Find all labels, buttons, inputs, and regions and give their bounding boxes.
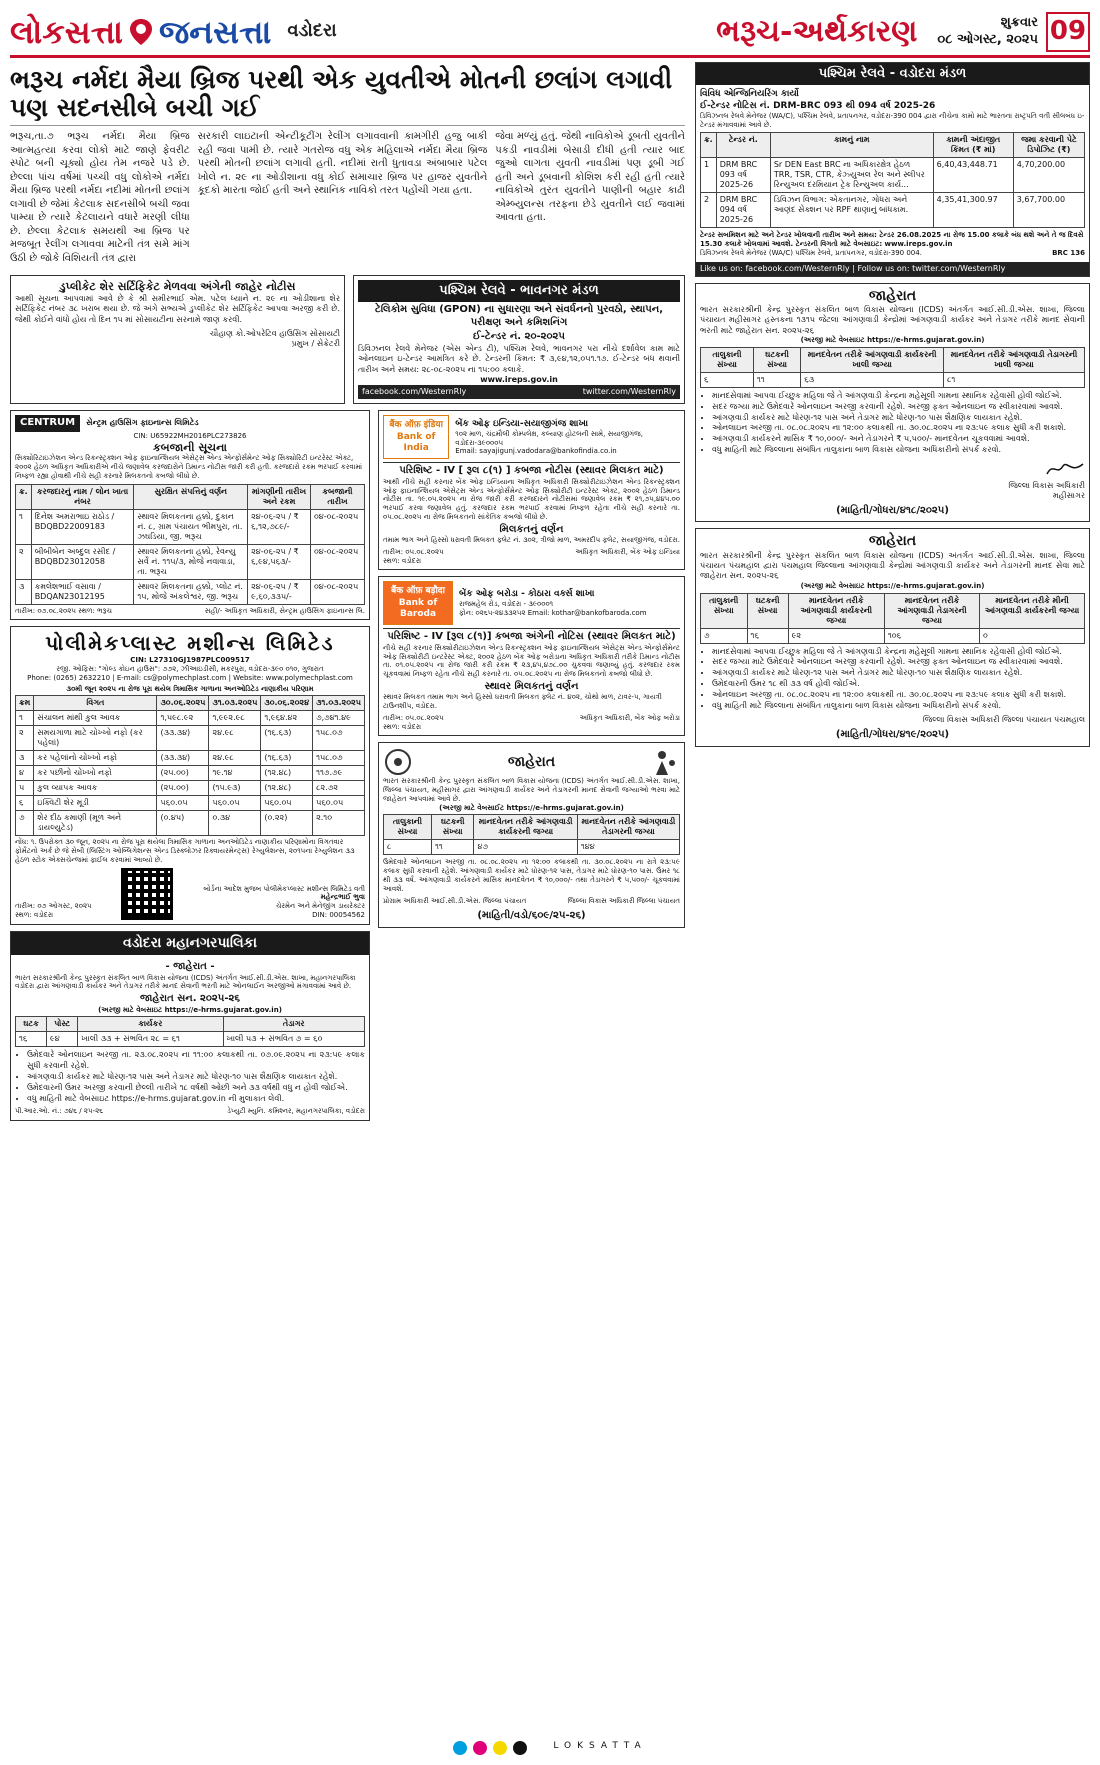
poly-cell-5: ૧૧૭.૭૯ <box>313 766 365 781</box>
icds-advertisement <box>378 742 685 927</box>
lead-headline: ભરૂચ નર્મદા મૈયા બ્રિજ પરથી એક યુવતીએ મોતની છલાંગ લગાવી પણ સદનસીબે બચી ગઈ <box>10 62 685 126</box>
brc-cell-0: 1 <box>701 158 717 193</box>
centrum-cell-0: ૩ <box>16 579 32 604</box>
poly-cell-0: ૭ <box>16 811 34 836</box>
bob-email: ફોન: ૦૨૬૫-૨૪૩૩૨૫૨ Email: kothar@bankofbaroda.com <box>459 608 647 617</box>
list-item: • માનદસેવામાં આપવા ઈચ્છુક મહિલા જે તે આંગણવાડી કેન્દ્રના મહેસૂલી ગામના સ્થાનિક રહેવાસી હોવી જોઈએ. <box>712 391 1085 402</box>
brc-table <box>700 132 1085 228</box>
centrum-title: કબજાની સૂચના <box>153 440 227 454</box>
bvp-subtitle: ટેલિકોમ સુવિધા (GPON) ના સુધારણા અને સંવર્ધનનો પુરવઠો, સ્થાપન, પરીક્ષણ અને કમિશનિંગ <box>374 304 664 328</box>
list-item: • આંગણવાડી કાર્યકર માટે ધોરણ-૧૨ પાસ અને તેડાગર માટે ધોરણ-૧૦ પાસ શૈક્ષણિક લાયકાત રહેશે. <box>712 668 1085 679</box>
bvp-header: પશ્ચિમ રેલવે - ભાવનગર મંડળ <box>358 280 680 302</box>
bob-possession-notice <box>378 576 685 736</box>
vmc-cell-3: ખાલી ૫૩ + સંભવિત ૭ = ૬૦ <box>223 1032 365 1047</box>
poly-cell-4: (૧૬.૬૩) <box>261 726 313 751</box>
twitter-link[interactable]: twitter.com/WesternRly <box>582 387 676 397</box>
icds-mahisagar-ad <box>695 283 1090 523</box>
poly-cell-2: (૦.૪૫) <box>157 811 209 836</box>
brc-cell-3: 6,40,43,448.71 <box>933 158 1013 193</box>
centrum-signer: સહી/- અધિકૃત અધિકારી, સેન્ટ્રમ હાઉસિંગ ફાઇનાન્સ લિ. <box>204 606 365 615</box>
vmc-subtitle: - જાહેરાત - <box>165 961 215 973</box>
brc-cell-1: DRM BRC 093 વર્ષ 2025-26 <box>716 158 770 193</box>
poly-cell-4: ૧,૯૬૪.૪૨ <box>261 711 313 726</box>
bob-signer: અધિકૃત અધિકારી, બેંક ઓફ બરોડા <box>579 713 680 722</box>
table-row <box>16 766 365 781</box>
centrum-cell-4: ૦૪-૦૮-૨૦૨૫ <box>310 579 364 604</box>
brc-social-links[interactable]: Like us on: facebook.com/WesternRly | Follow us on: twitter.com/WesternRly <box>700 263 1006 273</box>
poly-header-2: ૩૦.૦૬.૨૦૨૫ <box>157 696 209 711</box>
poly-cell-3: ૧,૯૯૨.૯૮ <box>209 711 261 726</box>
icds-cell-3: ૧૪૪ <box>577 840 679 855</box>
mahisagar-points <box>700 391 1085 456</box>
mahisagar-cell-2: ૬૩ <box>801 372 944 387</box>
bob-property-title: સ્થાવર મિલકતનું વર્ણન <box>484 680 579 692</box>
logo-loksatta: લોકસત્તા <box>10 12 123 51</box>
centrum-cell-2: સ્થાવર મિલકતના હક્કો, રેવન્યુ સર્વે નં. ૧૧૫/૩, મોજે નવાવાડા, તા. ભરૂચ <box>134 544 248 579</box>
boi-address: ૧૦૨ માળ, ચંદ્રમૌલી કોમ્પલેક્ષ, કલ્યાણ હોટલની સામે, સયાજીગંજ, વડોદરા-૩૯૦૦૦૫ <box>455 429 643 447</box>
list-item: • માનદસેવામાં આપવા ઈચ્છુક મહિલા જે તે આંગણવાડી કેન્દ્રના મહેસૂલી ગામના સ્થાનિક રહેવાસી હોવી જોઈએ. <box>712 647 1085 658</box>
brc-header-2: કામનું નામ <box>770 133 933 158</box>
poly-cell-2: (૨૫.૦૦) <box>157 781 209 796</box>
poly-signer-role: ચેરમેન અને મેનેજીંગ ડાયરેક્ટર <box>275 902 365 911</box>
mahisagar-header-0: તાલુકાની સંખ્યા <box>701 347 754 372</box>
boi-possession-notice <box>378 410 685 570</box>
duplicate-share-notice <box>10 275 345 404</box>
page-number: 09 <box>1046 12 1090 52</box>
icds-body: ભારત સરકારશ્રીની કેન્દ્ર પુરસ્કૃત સંકલિત બાળ વિકાસ યોજના (ICDS) અંતર્ગત આઈ.સી.ડી.એસ. શાખા, જિલ્લા પંચાયત, મહીસાગર દ્વારા આંગણવાડી કાર્યકર અને તેડાગરની માનદ સેવાની જગ્યાઓ ભરવા માટે જાહેરાત આપવામાં આવે છે. <box>383 777 680 803</box>
poly-place: સ્થળ: વડોદરા <box>15 910 54 919</box>
poly-din: DIN: 00054562 <box>312 910 365 919</box>
boi-email: Email: sayajigunj.vadodara@bankofindia.co.in <box>455 447 617 456</box>
poly-cell-5: ૮૨.૭૨ <box>313 781 365 796</box>
bob-address: રાજમહેલ રોડ, વડોદરા - ૩૯૦૦૦૧ <box>459 600 554 609</box>
mahisagar-cell-3: ૮૧ <box>943 372 1084 387</box>
boi-property: તમામ ભાગ અને હિસ્સો ધરાવતી મિલકત ફ્લેટ નં. ૩૦૨, ત્રીજો માળ, અમરદીપ ફ્લેટ, સયાજીગંજ, વડોદરા. <box>383 536 680 545</box>
centrum-cin: CIN: U65922MH2016PLC273826 <box>133 431 247 440</box>
vmc-table <box>15 1016 365 1047</box>
mahisagar-title: જાહેરાત <box>868 287 917 304</box>
boi-title: પરિશિષ્ટ - IV [ રૂલ ૮(૧) ] કબજા નોટીસ (સ્થાવર મિલકત માટે) <box>399 465 664 477</box>
poly-header-4: ૩૦.૦૬.૨૦૨૪ <box>261 696 313 711</box>
panchmahal-body: ભારત સરકારશ્રીની કેન્દ્ર પુરસ્કૃત સંકલિત બાળ વિકાસ યોજના (ICDS) અંતર્ગત આઈ.સી.ડી.એસ. શાખા, જિલ્લા પંચાયત પંચમહાલ દ્વારા પંચમહાલ જિલ્લાના આંગણવાડી કેન્દ્રોમાં આંગણવાડી કાર્યકર અને તેડાગરની માનદ સેવા માટે જાહેરાત સન. ૨૦૨૫-૨૬ <box>700 550 1085 581</box>
centrum-cell-1: દિનેશ અમરાભાઇ રાઠોડ / BDQBD22009183 <box>31 509 134 544</box>
centrum-cell-3: ૨૪-૦૬-૨૫ / ₹ ૯,૬૦,૩૩૫/- <box>248 579 311 604</box>
list-item: • ઉમેદવારે ઓનલાઇન અરજી તા. ૨૩.૦૮.૨૦૨૫ ના ૧૧:૦૦ કલાકથી તા. ૦૭.૦૯.૨૦૨૫ ના ૨૩:૫૯ કલાક સુધી કરવાની રહેશે. <box>27 1050 365 1072</box>
vmc-cell-1: ૯૪ <box>46 1032 77 1047</box>
vmc-header-1: પોસ્ટ <box>46 1017 77 1032</box>
lead-story-col1: ભરૂચ,તા.૭ ભરૂચ નર્મદા મૈયા બ્રિજ આત્મહત્યા કરવા લોકો માટે જાણે ફેવરીટ સ્પોટ બની ચૂક્યો હોય તેમ નજરે પડે છે. છેલ્લા પાંચ વર્ષમાં પચ્ચી વધુ લોકોએ નર્મદા મૈયા બ્રિજ પરથી નર્મદા નદીમાં મોતની છલાંગ લગાવી છે જેમાં કેટલાક સદનસીબે બચી જવા પામ્યા છે ત્યારે કેટલાયને વધારે મરણી લીધા છે. છેલ્લા કેટલાક સમયથી આ બ્રિજ પર મજબૂત રેલીંગ લગાવવા માટેની તંત્ર સમે માંગ ઉઠી છે જોકે વિશિયતી તંત્ર દ્વારા <box>10 131 190 264</box>
mahisagar-body: ભારત સરકારશ્રીની કેન્દ્ર પુરસ્કૃત સંકલિત બાળ વિકાસ યોજના (ICDS) અંતર્ગત આઈ.સી.ડી.એસ. શાખા, જિલ્લા પંચાયત મહીસાગર હસ્તકના ૧૩૧૫ જેટલા આંગણવાડી કેન્દ્રોમાં આંગણવાડી કાર્યકર અને તેડાગર તરીકે માનદ સેવાની ભરતી માટે જાહેરાત સન. ૨૦૨૫-૨૬ <box>700 305 1085 335</box>
poly-cell-0: ૪ <box>16 766 34 781</box>
centrum-cell-1: કમલેશભાઈ વસાવા / BDQAN23012195 <box>31 579 134 604</box>
poly-cell-1: કર પછીનો ચોખ્ખો નફો <box>34 766 157 781</box>
vmc-website[interactable]: (અરજી માટે વેબસાઇટ https://e-hrms.gujarat.gov.in) <box>98 1005 282 1014</box>
panchmahal-header-3: માનદવેતન તરીકે આંગણવાડી તેડાગરની જગ્યા <box>884 593 979 628</box>
list-item: • વધુ માહિતી માટે જિલ્લાના સંબંધિત તાલુકાના બાળ વિકાસ યોજના અધિકારીનો સંપર્ક કરવો. <box>712 701 1085 712</box>
list-item: • સદર જગ્યા માટે ઉમેદવારે ઓનલાઇન અરજી કરવાની રહેશે. અરજી ફક્ત ઓનલાઇન જ સ્વીકારવામાં આવશે. <box>712 657 1085 668</box>
brc-footer: ટેન્ડર સબમિશન માટે અને ટેન્ડર ખોલવાની તારીખ અને સમય: ટેન્ડર 26.08.2025 ના રોજ 15.00 કલાકે બંધ થશે અને તે જ દિવસે 15.30 કલાકે ખોલવામાં આવશે. ટેન્ડરની વિગતો માટે વેબસાઇટ: www.ireps.gov.in <box>700 231 1084 248</box>
centrum-cell-2: સ્થાવર મિલકતના હક્કો, પ્લોટ નં. ૧૫, મોજે અંકલેશ્વર, જી. ભરૂચ <box>134 579 248 604</box>
poly-results-table <box>15 695 365 836</box>
brc-notice-no: ઈ-ટેન્ડર નોટિસ નં. DRM-BRC 093 થી 094 વર્ષ 2025-26 <box>700 100 936 111</box>
issue-day: શુક્રવાર <box>1000 15 1038 31</box>
section-title: ભરૂચ-અર્થકારણ <box>716 13 918 49</box>
poly-cell-2: (૩૩.૩૪) <box>157 726 209 751</box>
masthead <box>10 8 1090 58</box>
icds-header-2: માનદવેતન તરીકે આંગણવાડી કાર્યકરની જગ્યા <box>474 815 577 840</box>
list-item: • આંગણવાડી કાર્યકરને માસિક ₹ ૧૦,૦૦૦/- અને તેડાગરને ₹ ૫,૫૦૦/- માનદવેતન ચૂકવવામાં આવશે. <box>712 434 1085 445</box>
poly-cell-1: ઇક્વિટી શેર મૂડી <box>34 796 157 811</box>
table-row <box>16 544 365 579</box>
yellow-mark-icon <box>493 1741 507 1755</box>
brc-cell-4: 4,70,200.00 <box>1013 158 1084 193</box>
centrum-cell-2: સ્થાવર મિલકતના હક્કો, દુકાન નં. ૮, ગ્રામ પંચાયત ભીમપુરા, તા. ઝઘડિયા, જી. ભરૂચ <box>134 509 248 544</box>
qr-code-icon[interactable] <box>121 868 173 920</box>
poly-cell-5: ૫૬૦.૦૫ <box>313 796 365 811</box>
poly-cell-3: ૨૪.૯૮ <box>209 751 261 766</box>
vmc-title: વડોદરા મહાનગરપાલિકા <box>11 932 369 956</box>
panchmahal-cell-4: ૦ <box>980 628 1085 643</box>
poly-cell-0: ૧ <box>16 711 34 726</box>
poly-cell-1: કર પહેલાંનો ચોખ્ખો નફો <box>34 751 157 766</box>
poly-cell-0: ૨ <box>16 726 34 751</box>
brc-header-3: કામની અંદાજીત કિંમત (₹ માં) <box>933 133 1013 158</box>
list-item: • આંગણવાડી કાર્યકર માટે ધોરણ-૧૨ પાસ અને તેડાગર માટે ધોરણ-૧૦ પાસ શૈક્ષણિક લાયકાત રહેશે. <box>712 413 1085 424</box>
boi-logo: बैंक ऑफ़ इंडिया Bank of India <box>383 415 449 459</box>
boi-signer: અધિકૃત અધિકારી, બેંક ઓફ ઇન્ડિયા <box>575 547 680 556</box>
mahisagar-table <box>700 347 1085 388</box>
panchmahal-header-4: માનદવેતન તરીકે મીની આંગણવાડી કાર્યકરની જગ્યા <box>980 593 1085 628</box>
panchmahal-cell-2: ૯૨ <box>788 628 884 643</box>
panchmahal-points <box>700 647 1085 712</box>
table-row <box>16 751 365 766</box>
table-row <box>16 509 365 544</box>
icds-cell-1: ૧૧ <box>431 840 474 855</box>
vmc-cell-0: ૧૬ <box>16 1032 47 1047</box>
dup-notice-title: ડુપ્લીકેટ શેર સર્ટિફિકેટ મેળવવા અંગેની જાહેર નોટીસ <box>59 280 296 293</box>
emblem-icon <box>383 747 413 777</box>
poly-cell-4: (૧૨.૪૮) <box>261 781 313 796</box>
brc-cell-3: 4,35,41,300.97 <box>933 193 1013 228</box>
poly-cell-5: ૧૫૮.૦૭ <box>313 751 365 766</box>
panchmahal-header-2: માનદવેતન તરીકે આંગણવાડી કાર્યકરની જગ્યા <box>788 593 884 628</box>
icds-header-0: તાલુકાની સંખ્યા <box>384 815 432 840</box>
poly-cell-4: (૧૬.૬૩) <box>261 751 313 766</box>
location-pin-icon <box>126 17 156 47</box>
bvp-social-bar <box>358 385 680 399</box>
vmc-points <box>15 1050 365 1104</box>
poly-header-3: ૩૧.૦૩.૨૦૨૫ <box>209 696 261 711</box>
centrum-header-2: સુરક્ષિત સંપત્તિનું વર્ણન <box>134 484 248 509</box>
mahisagar-ref: (માહિતી/ગોધરા/૪૧૮/૨૦૨૫) <box>836 504 949 516</box>
edition-name: વડોદરા <box>287 20 337 42</box>
bvp-rail-tender <box>353 275 685 404</box>
centrum-cell-3: ૨૪-૦૬-૨૫ / ₹ ૬,૧૨,૭૮૯/- <box>248 509 311 544</box>
panchmahal-ref: (માહિતી/ગોધરા/૪૧૯/૨૦૨૫) <box>835 729 950 741</box>
mahisagar-header-1: ઘટકની સંખ્યા <box>753 347 800 372</box>
facebook-link[interactable]: facebook.com/WesternRly <box>362 387 467 397</box>
table-row <box>16 811 365 836</box>
brc-social-bar <box>696 262 1089 276</box>
vmc-header-0: ઘટક <box>16 1017 47 1032</box>
table-row <box>16 579 365 604</box>
registration-marks <box>0 1741 1100 1755</box>
panchmahal-header-0: તાલુકાની સંખ્યા <box>701 593 748 628</box>
boi-body: આથી નીચે સહી કરનાર બેંક ઓફ ઇન્ડિયાના અધિકૃત અધિકારી સિક્યોરીટાઇઝેશન એન્ડ રિકન્સ્ટ્રક્શન ઓફ ફાઇનાન્શિયલ એસેટ્સ એન્ડ એન્ફોર્સમેન્ટ ઓફ સિક્યોરીટી ઇન્ટરેસ્ટ એક્ટ, ૨૦૦૨ હેઠળ ડિમાન્ડ નોટીસ તા. ૧૯.૦૫.૨૦૨૫ ના રોજ જારી કરી કરજદારને નોટીસમાં જણાવેલ રકમ ₹ ૨૧,૭૫,૪૪૫.૦૦ ભરપાઈ કરવા જણાવેલ હતું. કરજદાર રકમ ભરપાઈ કરવામાં નિષ્ફળ રહેતા નીચે સહી કરનારે તા. ૦૫.૦૮.૨૦૨૫ ના રોજ મિલકતનો સાંકેતિક કબજો લીધો છે. <box>383 477 680 521</box>
poly-cell-1: સમયગાળા માટે ચોખ્ખો નફો (કર પહેલાં) <box>34 726 157 751</box>
centrum-possession-notice <box>10 410 370 620</box>
list-item: • ઓનલાઇન અરજી તા. ૦૮.૦૮.૨૦૨૫ ના ૧૨:૦૦ કલાકથી તા. ૩૦.૦૮.૨૦૨૫ ના ૨૩:૫૯ કલાક સુધી કરી શકાશે. <box>712 690 1085 701</box>
brc-code: BRC 136 <box>1052 248 1085 257</box>
poly-header-5: ૩૧.૦૩.૨૦૨૫ <box>313 696 365 711</box>
dup-signer-name: ચૌહાણ કો.ઓપરેટિવ હાઉસિંગ સોસાયટી <box>209 328 340 338</box>
boi-property-title: મિલકતનું વર્ણન <box>499 523 564 535</box>
brc-cell-2: ડિવિઝન વિભાગ: એકતાનગર, ગોધરા અને આણંદ સેક્શન પર RPF થાણાનું બાંધકામ. <box>770 193 933 228</box>
poly-cell-0: ૫ <box>16 781 34 796</box>
panchmahal-signer: જિલ્લા વિકાસ અધિકારી જિલ્લા પંચાયત પંચમહાલ <box>922 715 1085 725</box>
icds-points: ઉમેદવારે ઓનલાઇન અરજી તા. ૦૮.૦૮.૨૦૨૫ ના ૧૨:૦૦ કલાકથી તા. ૩૦.૦૮.૨૦૨૫ ના રાત્રે ૨૩:૫૯ કલાક સુધી કરવાની રહેશે. આંગણવાડી કાર્યકર માટે ધોરણ-૧૨ પાસ, તેડાગર માટે ધોરણ-૧૦ પાસ. ઉંમર ૧૮ થી ૩૩ વર્ષ. આંગણવાડી કાર્યકરને માસિક માનદવેતન ₹ ૧૦,૦૦૦/- તથા તેડાગરને ₹ ૫,૫૦૦/- ચૂકવવામાં આવશે. <box>383 858 680 893</box>
boi-place: સ્થળ: વડોદરા <box>383 556 422 565</box>
centrum-cell-4: ૦૪-૦૮-૨૦૨૫ <box>310 509 364 544</box>
centrum-place: તારીખ: ૦૭.૦૮.૨૦૨૫ સ્થળ: ભરૂચ <box>15 606 112 615</box>
poly-company-name: પોલીમેકપ્લાસ્ટ મશીન્સ લિમિટેડ <box>45 631 335 656</box>
centrum-intro: સિક્યોરિટાઇઝેશન એન્ડ રિકન્સ્ટ્રક્શન ઓફ ફાઇનાન્શિયલ એસેટ્સ એન્ડ એન્ફોર્સમેન્ટ ઓફ સિક્યોરિટી ઇન્ટરેસ્ટ એક્ટ, ૨૦૦૨ હેઠળ અધિકૃત અધિકારીએ નીચે જણાવેલ કરજદારોને ડિમાન્ડ નોટીસ જારી કરી હતી. કરજદારો રકમ ભરપાઈ કરવામાં નિષ્ફળ રહ્યા હોવાથી નીચે સહી કરનારે મિલકતનો કબજો લીધો છે. <box>15 454 363 480</box>
poly-header-1: વિગત <box>34 696 157 711</box>
table-row <box>701 193 1085 228</box>
bob-logo: बैंक ऑफ़ बड़ौदा Bank of Baroda <box>383 581 453 625</box>
icds-signer-right: જિલ્લા વિકાસ અધિકારી જિલ્લા પંચાયત <box>567 897 680 906</box>
bob-property: સ્થાવર મિલકત તમામ ભાગ અને હિસ્સો ધરાવતી મિલકત ફ્લેટ નં. ૪૦૨, ચોથો માળ, ટાવર-૫, ગાયત્રી ટાઉનશીપ, વડોદરા. <box>383 693 662 711</box>
table-row <box>16 711 365 726</box>
bob-date: તારીખ: ૦૫.૦૮.૨૦૨૫ <box>383 713 444 722</box>
brc-header-4: જમા કરવાની પેટે ડિપોઝિટ (₹) <box>1013 133 1084 158</box>
mahisagar-cell-1: ૧૧ <box>753 372 800 387</box>
centrum-header-0: ક્ર. <box>16 484 32 509</box>
cyan-mark-icon <box>453 1741 467 1755</box>
icds-signer-left: પ્રોગ્રામ અધિકારી આઈ.સી.ડી.એસ. જિલ્લા પંચાયત <box>383 897 527 906</box>
brc-cell-1: DRM BRC 094 વર્ષ 2025-26 <box>716 193 770 228</box>
table-row <box>701 158 1085 193</box>
bob-branch: બેંક ઓફ બરોડા - કોઠારા વર્ક્સ શાખા <box>459 588 595 599</box>
panchmahal-website[interactable]: (અરજી માટે વેબસાઇટ https://e-hrms.gujarat.gov.in) <box>800 581 985 590</box>
dup-notice-body: આથી સૂચના આપવામાં આવે છે કે શ્રી સમીરભાઈ એમ. પટેલ ધ્યાને ન. ૨૯ ના ઓડીશાના શેર સર્ટિફિકેટ નંબર ૩૮ ખરાબ થયા છે. જે અંગે સભ્યએ ડુપ્લીકેટ શેર સર્ટિફિકેટ આપવા અરજી કરી છે. જેથી કોઈને વાંધો હોય તો દિન ૧૫ માં સોસાયટીના સરનામે જાણ કરવી. <box>15 293 340 324</box>
poly-cell-2: (૨૫.૦૦) <box>157 766 209 781</box>
poly-cell-3: (૧૫.૯૩) <box>209 781 261 796</box>
icds-title: જાહેરાત <box>507 753 556 770</box>
panchmahal-cell-0: ૭ <box>701 628 748 643</box>
poly-header-0: ક્રમ <box>16 696 34 711</box>
signature-icon <box>1045 460 1085 478</box>
icds-website[interactable]: (અરજી માટે વેબસાઈટ https://e-hrms.gujarat.gov.in) <box>439 803 624 812</box>
vmc-cell-2: ખાલી ૩૩ + સંભવિત ૨૮ = ૬૧ <box>78 1032 223 1047</box>
mahisagar-signer-place: મહીસાગર <box>1052 490 1085 500</box>
poly-cell-4: (૧૨.૪૮) <box>261 766 313 781</box>
centrum-cell-0: ૨ <box>16 544 32 579</box>
footer-marks: LOKSATTA <box>553 1741 647 1751</box>
vmc-header-3: તેડાગર <box>223 1017 365 1032</box>
centrum-company: સેન્ટ્રમ હાઉસિંગ ફાઇનાન્સ લિમિટેડ <box>86 418 199 428</box>
polymechplast-results <box>10 626 370 924</box>
panchmahal-cell-1: ૧૬ <box>747 628 788 643</box>
black-mark-icon <box>513 1741 527 1755</box>
poly-cell-2: ૫૬૦.૦૫ <box>157 796 209 811</box>
bvp-body: ડિવિઝનલ રેલવે મેનેજર (એસ એન્ડ ટી), પશ્ચિમ રેલવે, ભાવનગર પરા નીચે દર્શાવેલ કામ માટે ઓનલાઇન ઇ-ટેન્ડર આમંત્રિત કરે છે. ટેન્ડરની કિંમત: ₹ ૩,૯૪,૧૨,૦૫૧.૧૭. ઈ-ટેન્ડર બંધ થવાની તારીખ અને સમય: ૨૮-૦૮-૨૦૨૫ ના ૧૫:૦૦ કલાકે. <box>358 343 680 374</box>
brc-cell-2: Sr DEN East BRC ના અધિકારક્ષેત્ર હેઠળ TRR, TSR, CTR, કેઝ્યુઅલ રેલ અને સ્લીપર રિન્યુઅલ દરમિયાન ટ્રેક રિન્યુઅલ કાર્ય... <box>770 158 933 193</box>
mahisagar-header-3: માનદવેતન તરીકે આંગણવાડી તેડાગરની ખાલી જગ્યા <box>943 347 1084 372</box>
date-block <box>937 15 1038 48</box>
mahisagar-header-2: માનદવેતન તરીકે આંગણવાડી કાર્યકરની ખાલી જગ્યા <box>801 347 944 372</box>
poly-cell-1: શેર દીઠ કમાણી (મૂળ અને ડાયલ્યુટેડ) <box>34 811 157 836</box>
vmc-ref: પી.આર.ઓ. નં.: ૭૪૬ / ૨૫-૨૬ <box>15 1107 104 1116</box>
panchmahal-cell-3: ૧૦૬ <box>884 628 979 643</box>
poly-cell-0: ૩ <box>16 751 34 766</box>
poly-contact: Phone: (0265) 2632210 | E-mail: cs@polymechplast.com | Website: www.polymechplast.com <box>27 673 353 682</box>
poly-cell-3: ૨૪.૯૮ <box>209 726 261 751</box>
icds-cell-0: ૮ <box>384 840 432 855</box>
poly-cell-3: ૫૬૦.૦૫ <box>209 796 261 811</box>
panchmahal-table <box>700 593 1085 644</box>
poly-cell-1: સંચાલન માંથી કુલ આવક <box>34 711 157 726</box>
poly-cell-5: ૭,૭૪૧.૪૯ <box>313 711 365 726</box>
centrum-header-4: કબજાની તારીખ <box>310 484 364 509</box>
vmc-adv-no: જાહેરાત સન. ૨૦૨૫-૨૬ <box>140 993 240 1005</box>
poly-cell-4: ૫૬૦.૦૫ <box>261 796 313 811</box>
boi-branch: બેંક ઓફ ઇન્ડિયા-સયાજીગંજ શાખા <box>455 418 589 429</box>
centrum-table <box>15 484 365 605</box>
mahisagar-website[interactable]: (અરજી માટે વેબસાઇટ https://e-hrms.gujarat.gov.in) <box>800 336 985 345</box>
table-row <box>16 796 365 811</box>
list-item: • આંગણવાડી કાર્યકર માટે ધોરણ-૧૨ પાસ અને તેડાગર માટે ધોરણ-૧૦ પાસ શૈક્ષણિક લાયકાત રહેશે. <box>27 1072 365 1083</box>
vmc-signer: ડેપ્યુટી મ્યુનિ. કમિશ્નર, મહાનગરપાલિકા, વડોદરા <box>227 1107 365 1116</box>
vmc-advertisement <box>10 931 370 1121</box>
icds-header-3: માનદવેતન તરીકે આંગણવાડી તેડાગરની જગ્યા <box>577 815 679 840</box>
bob-title: પરિશિષ્ટ - IV [રૂલ ૮(૧)] કબજા અંગેની નોટિસ (સ્થાવર મિલકત માટે) <box>387 631 676 643</box>
brc-rail-tender <box>695 62 1090 277</box>
centrum-cell-0: ૧ <box>16 509 32 544</box>
brc-signer: ડિવિઝનલ રેલવે મેનેજર (WA/C) પશ્ચિમ રેલવે, પ્રતાપનગર, વડોદરા-390 004. <box>700 248 922 257</box>
icds-panchmahal-ad <box>695 528 1090 747</box>
masthead-logo <box>10 12 271 52</box>
vmc-header-2: કાર્યકર <box>78 1017 223 1032</box>
main-column <box>10 62 685 1121</box>
poly-cell-5: ૨.૧૦ <box>313 811 365 836</box>
dup-signer-role: પ્રમુખ / સેક્રેટરી <box>291 338 340 348</box>
poly-notes: નોંધ: ૧. ઉપરોક્ત ૩૦ જૂન, ૨૦૨૫ ના રોજ પૂરા થયેલા ત્રિમાસિક ગાળાના અનઓડિટેડ નાણાકીય પરિણામોના વિગતવાર ફોર્મેટનો અર્ક છે જે સેબી (લિસ્ટિંગ ઓબ્લિગેશન્સ એન્ડ ડિસ્ક્લોઝર રિક્વાયરમેન્ટ્સ) રેગ્યુલેશન્સ, ૨૦૧૫ના રેગ્યુલેશન ૩૩ હેઠળ સ્ટોક એક્સચેન્જમાં ફાઈલ કરવામાં આવ્યો છે. <box>15 838 355 864</box>
mahisagar-cell-0: ૬ <box>701 372 754 387</box>
list-item: • વધુ માહિતી માટે વેબસાઇટ https://e-hrms.gujarat.gov.in ની મુલાકાત લેવી. <box>27 1094 365 1105</box>
list-item: • ઓનલાઇન અરજી તા. ૦૮.૦૮.૨૦૨૫ ના ૧૨:૦૦ કલાકથી તા. ૩૦.૦૮.૨૦૨૫ ના ૨૩:૫૯ કલાક સુધી કરી શકાશે. <box>712 423 1085 434</box>
lead-story-col3: જેવા મળ્યું હતું. જેથી નાવિકોએ ડૂબતી યુવતીને પકડી નાવડીમાં બેસાડી દીધી હતી ત્યાર બાદ જુઓ લાગતા યુવતી નાવડીમાં પણ ડૂબી ગઈ હતી અને ડૂબવાની કોશિશ કરી રહી હતી ત્યારે નાવિકોએ તુરંત યુવતીને પાણીની બહાર કાઢી એમ્બ્યુલન્સ તરફના છેડે યુવતીને લઈ જવામાં આવતા હતા. <box>495 131 686 223</box>
list-item: • વધુ માહિતી માટે જિલ્લાના સંબંધિત તાલુકાના બાળ વિકાસ યોજના અધિકારીનો સંપર્ક કરવો. <box>712 445 1085 456</box>
icds-header-1: ઘટકની સંખ્યા <box>431 815 474 840</box>
logo-jansatta: જનસત્તા <box>159 12 272 51</box>
vmc-body: ભારત સરકારશ્રીની કેન્દ્ર પુરસ્કૃત સંકલિત બાળ વિકાસ યોજના (ICDS) અંતર્ગત આઈ.સી.ડી.એસ. શાખા, મહાનગરપાલિકા વડોદરા દ્વારા આંગણવાડી કાર્યકર અને તેડાગર તરીકે માનદ સેવાની ભરતી માટે ઓનલાઈન અરજીઓ મંગાવવામાં આવે છે. <box>15 973 356 991</box>
brc-header-0: ક્ર. <box>701 133 717 158</box>
mother-child-icon <box>650 747 680 777</box>
magenta-mark-icon <box>473 1741 487 1755</box>
issue-date: ૦૮ ઓગસ્ટ, ૨૦૨૫ <box>937 31 1038 47</box>
brc-subtitle: વિવિધ એન્જિનિયરિંગ કાર્યો <box>700 89 799 100</box>
table-row <box>16 781 365 796</box>
centrum-header-1: કરજદારનું નામ / લોન ખાતા નંબર <box>31 484 134 509</box>
dup-notice-signer <box>15 329 340 349</box>
poly-cell-2: ૧,૫૯૮.૯૨ <box>157 711 209 726</box>
brc-header-1: ટેન્ડર નં. <box>716 133 770 158</box>
centrum-cell-4: ૦૪-૦૮-૨૦૨૫ <box>310 544 364 579</box>
poly-subtitle: ૩૦મી જૂન ૨૦૨૫ ના રોજ પૂરા થયેલ ત્રિમાસિક ગાળાના અનઓડિટેડ નાણાકીય પરિણામ <box>66 684 314 693</box>
poly-cell-2: (૩૩.૩૪) <box>157 751 209 766</box>
poly-cell-1: કુલ વ્યાપક આવક <box>34 781 157 796</box>
poly-date: તારીખ: ૦૭ ઓગસ્ટ, ૨૦૨૫ <box>15 902 92 911</box>
poly-cell-3: ૦.૩૪ <box>209 811 261 836</box>
centrum-cell-3: ૨૪-૦૬-૨૫ / ₹ ૬,૯૪,૫૬૩/- <box>248 544 311 579</box>
brc-cell-4: 3,67,700.00 <box>1013 193 1084 228</box>
panchmahal-title: જાહેરાત <box>868 533 917 550</box>
bob-body: નીચે સહી કરનાર સિક્યોરીટાઇઝેશન એન્ડ રિકન્સ્ટ્રક્શન ઓફ ફાઇનાન્શિયલ એસેટ્સ એન્ડ એન્ફોર્સમેન્ટ ઓફ સિક્યોરીટી ઇન્ટરેસ્ટ એક્ટ, ૨૦૦૨ હેઠળ બેંક ઓફ બરોડાના અધિકૃત અધિકારી તરીકે ડિમાન્ડ નોટીસ તા. ૦૧.૦૫.૨૦૨૫ ના રોજ જારી કરી રકમ ₹ ૨૩,૪૫,૪૭૮.૦૦ ચુકવવા જણાવ્યું હતું. કરજદાર રકમ ચૂકવવામાં નિષ્ફળ રહેતા નીચે સહી કરનારે તા. ૦૫.૦૮.૨૦૨૫ ના રોજ મિલકતનો કબજો લીધો છે. <box>383 643 680 679</box>
right-column <box>695 62 1090 1121</box>
icds-cell-2: ૪૭ <box>474 840 577 855</box>
list-item: • સદર જગ્યા માટે ઉમેદવારે ઓનલાઇન અરજી કરવાની રહેશે. અરજી ફક્ત ઓનલાઇન જ સ્વીકારવામાં આવશે. <box>712 402 1085 413</box>
mahisagar-signer: જિલ્લા વિકાસ અધિકારી <box>1008 480 1085 490</box>
poly-cell-4: (૦.૨૨) <box>261 811 313 836</box>
list-item: • ઉમેદવારની ઉંમર અરજી કરવાની છેલ્લી તારીખે ૧૮ વર્ષથી ઓછી અને ૩૩ વર્ષથી વધુ ન હોવી જોઈએ. <box>27 1083 365 1094</box>
poly-cell-5: ૧૫૮.૦૭ <box>313 726 365 751</box>
lead-story <box>10 130 685 265</box>
table-row <box>16 726 365 751</box>
centrum-logo: CENTRUM <box>15 415 80 432</box>
icds-table <box>383 814 680 855</box>
centrum-cell-1: બીબીબેન અબ્દુલ રસીદ / BDQBD23012058 <box>31 544 134 579</box>
panchmahal-header-1: ઘટકની સંખ્યા <box>747 593 788 628</box>
lead-story-col2: સરકારી લાઇટાની એન્ટીકૂટીંગ રેલીંગ લગાવવાની કામગીરી હજુ બાકી રહી જવા પામી છે. ત્યારે ગતરોજ વધુ એક મહિલાએ નર્મદા મૈયા બ્રિજ પરથી મોતની છલાંગ લગાવી હતી. નદીમાં રાતી ધુતાવડા અંબાબાર પટેલ ખોલે ન. ૨૯ ના ઓડીશાના વધુ કોઈ સમાચાર બ્રિજ પર હાજર યુવતીને કૂદકો મારતા જોઈ હતી અને સ્થાનિક નાવિકો તરત પહોંચી ગયા હતા. <box>197 131 488 196</box>
poly-cell-3: ૧૯.૧૪ <box>209 766 261 781</box>
icds-ref: (માહિતી/વડો/૬૦૯/૨૫-૨૬) <box>477 910 586 922</box>
bvp-tender-no: ઈ-ટેન્ડર નં. ૨૦-૨૦૨૫ <box>473 331 565 343</box>
poly-address: રજી. ઓફિસ: "ગોલ્ડ કોઇન હાઉસ": ૭૭૨, ઝીઆઇડીસી, મકરપુરા, વડોદરા-૩૯૦ ૦૧૦, ગુજરાત <box>56 665 324 674</box>
brc-cell-0: 2 <box>701 193 717 228</box>
poly-cell-0: ૬ <box>16 796 34 811</box>
poly-signer-name: મહેન્દ્રભાઈ ભુવા <box>320 893 365 902</box>
brc-header: પશ્ચિમ રેલવે - વડોદરા મંડળ <box>696 63 1089 85</box>
poly-cin: CIN: L27310GJ1987PLC009517 <box>130 656 250 665</box>
poly-signer: બોર્ડના આદેશ મુજબ પોલીમેકપ્લાસ્ટ મશીન્સ લિમિટેડ વતી <box>203 884 365 893</box>
list-item: • ઉમેદવારની ઉંમર ૧૮ થી ૩૩ વર્ષ હોવી જોઈએ. <box>712 679 1085 690</box>
boi-date: તારીખ: ૦૫.૦૮.૨૦૨૫ <box>383 547 444 556</box>
bvp-website[interactable]: www.ireps.gov.in <box>480 374 558 384</box>
brc-intro: ડિવિઝનલ રેલવે મેનેજર (WA/C), પશ્ચિમ રેલવે, પ્રતાપનગર, વડોદરા-390 004 દ્વારા નીચેના કામો માટે ભારતના રાષ્ટ્રપતિ વતી સીલબંધ ઇ-ટેન્ડર મંગાવવામાં આવે છે. <box>700 111 1085 129</box>
bob-place: સ્થળ: વડોદરા <box>383 722 422 731</box>
centrum-header-3: માંગણીની તારીખ અને રકમ <box>248 484 311 509</box>
